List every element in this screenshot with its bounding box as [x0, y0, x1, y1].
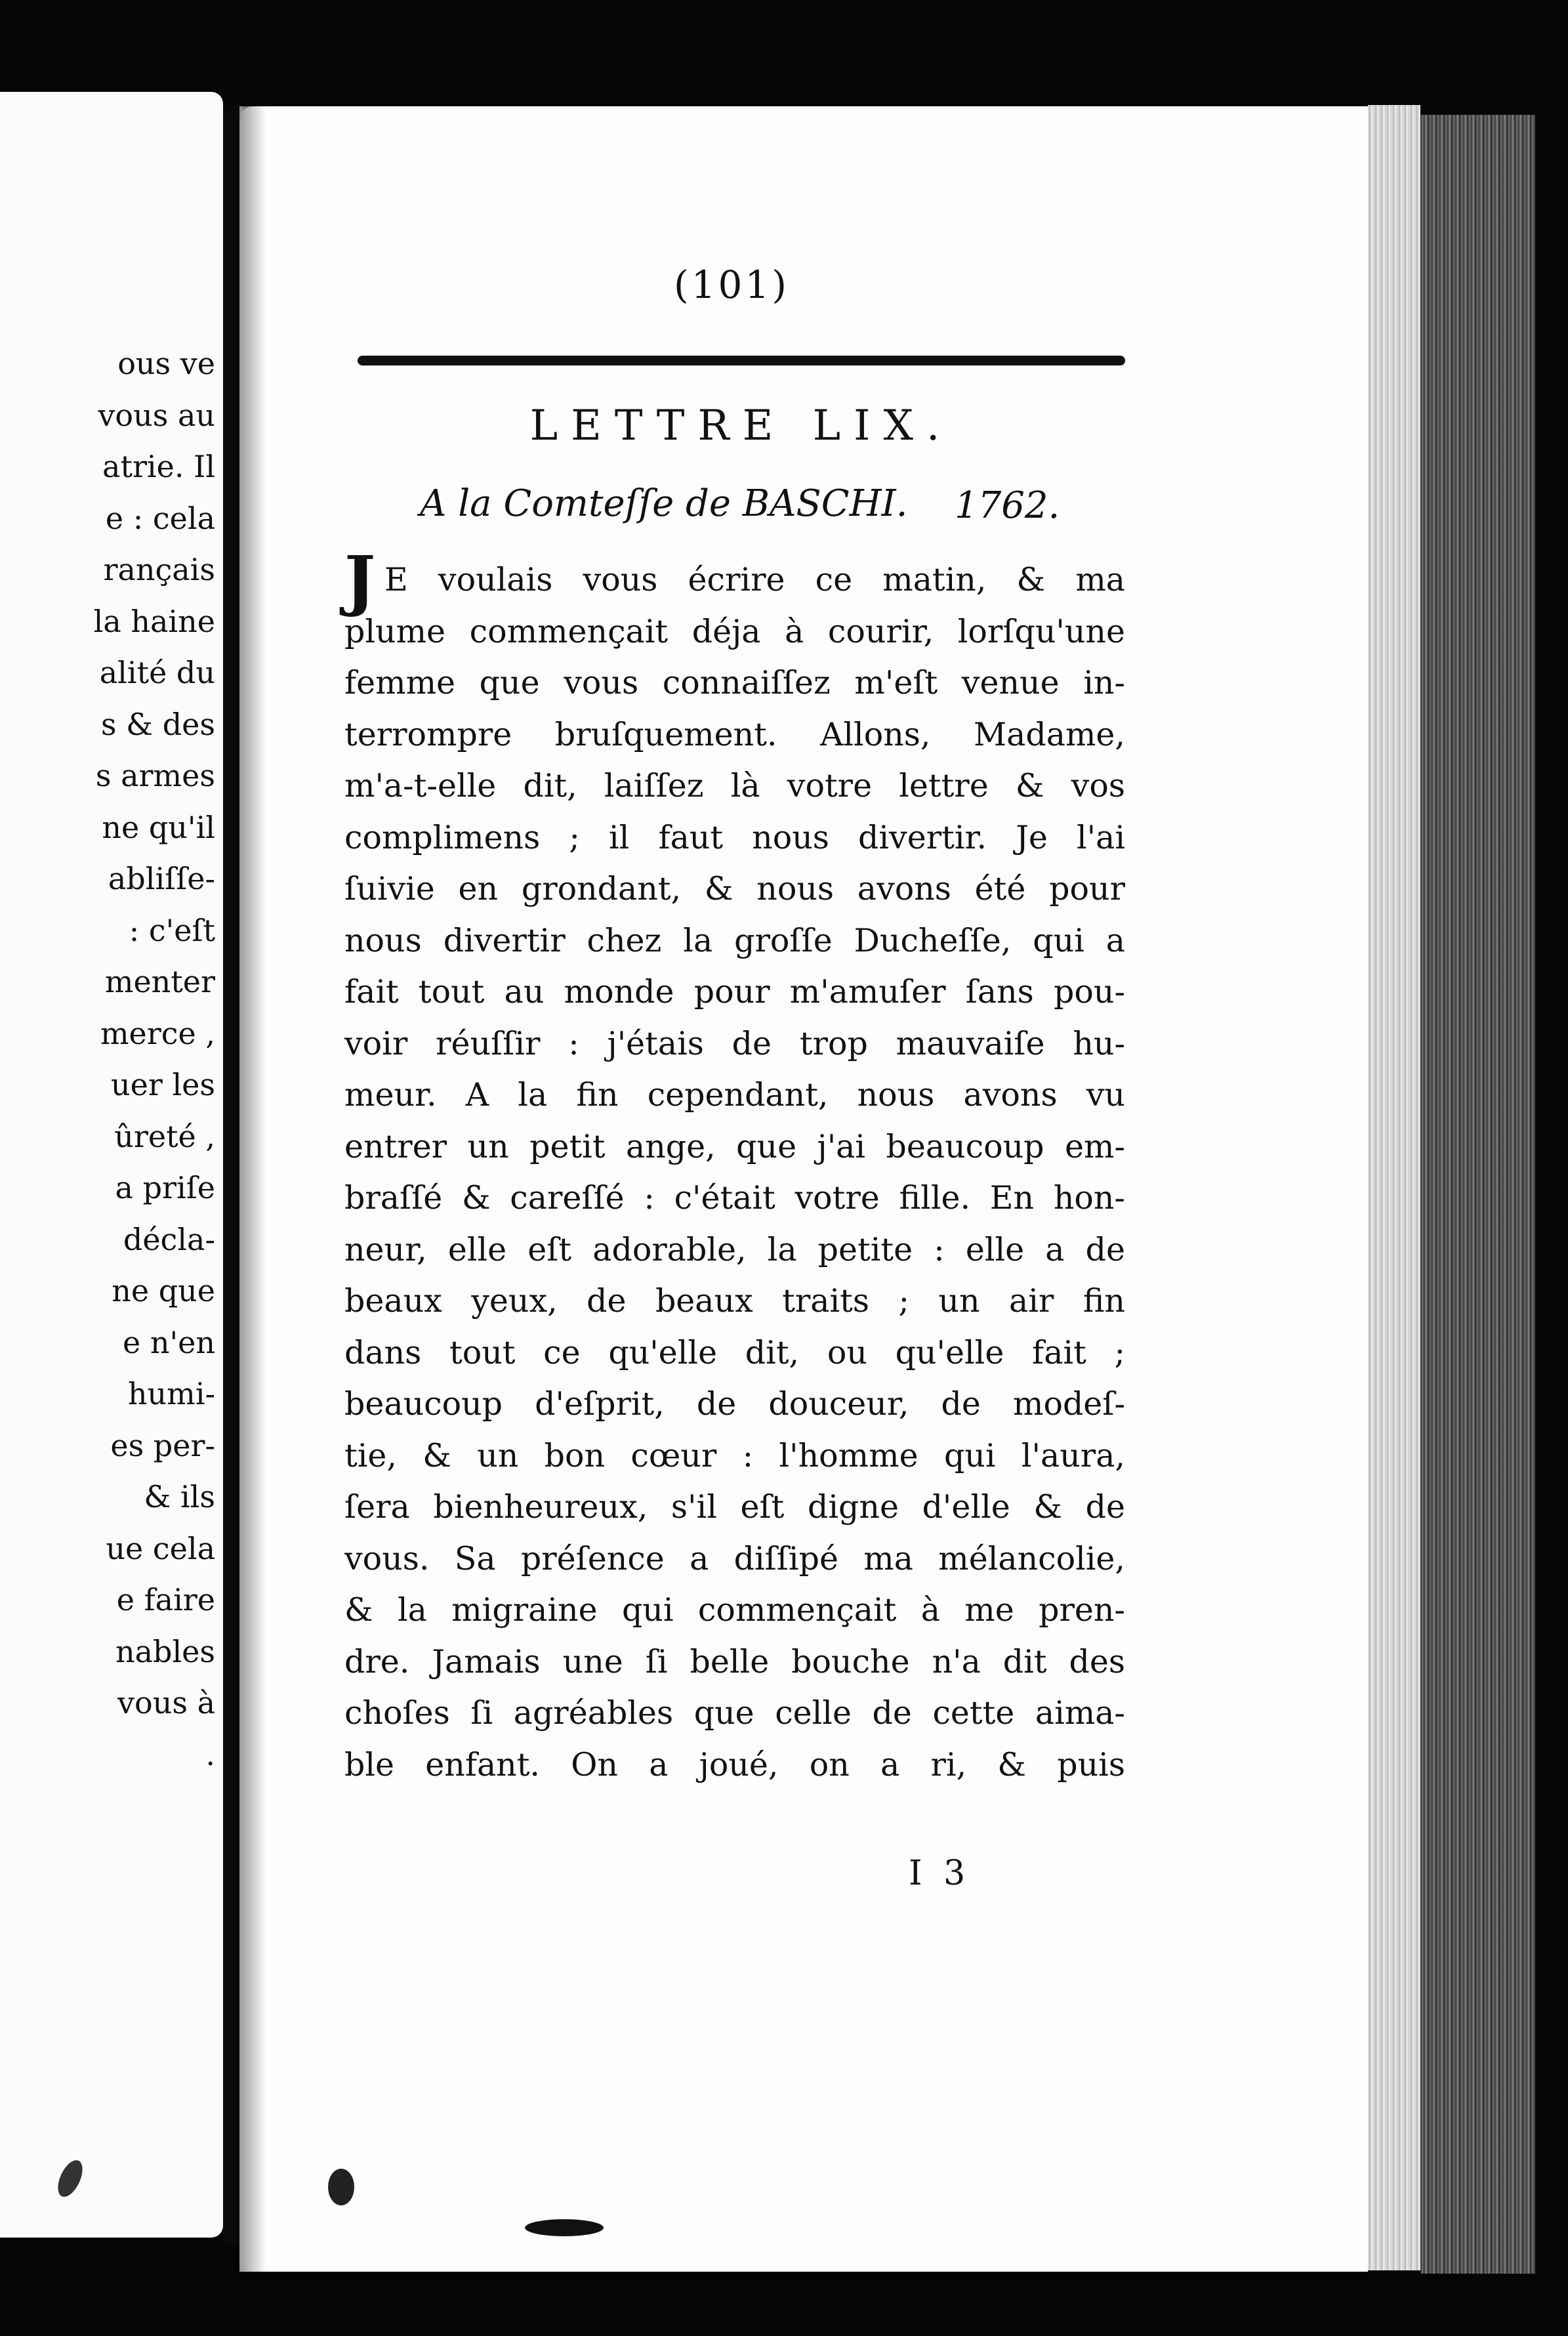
left-page-line: humi- [127, 1376, 215, 1411]
header-rule [358, 356, 1125, 365]
page-shadow [239, 106, 266, 2272]
left-page-line: abliſſe- [108, 861, 215, 896]
left-page-line: nables [115, 1633, 215, 1669]
ink-blot [53, 2156, 88, 2200]
body-line: plume commençait déja à courir, lorſqu'une [344, 612, 1125, 650]
left-page-line: ne que [112, 1273, 215, 1308]
body-line: nous divertir chez la groſſe Ducheſſe, qui a [344, 921, 1125, 959]
body-line: beaux yeux, de beaux traits ; un air fin [344, 1282, 1125, 1320]
body-line: & la migraine qui commençait à me pren- [344, 1591, 1125, 1629]
left-page-line: rançais [103, 552, 215, 587]
left-page-line: vous au [98, 397, 215, 433]
letter-heading: LETTRE LIX. [529, 402, 953, 450]
left-page-line: ue cela [106, 1530, 215, 1566]
left-page-line: s armes [95, 758, 215, 793]
drop-cap: J [344, 541, 376, 619]
body-line: terrompre bruſquement. Allons, Madame, [344, 715, 1125, 753]
letter-body [344, 541, 1125, 1791]
left-page-line: s & des [100, 706, 215, 742]
left-page-line: ous ve [117, 346, 215, 381]
body-line: dans tout ce qu'elle dit, ou qu'elle fait ; [344, 1333, 1125, 1371]
body-line: fait tout au monde pour m'amuſer ſans pou- [344, 973, 1125, 1011]
left-page-line: atrie. Il [102, 449, 215, 484]
body-line: voir réuſſir : j'étais de trop mauvaiſe hu- [344, 1024, 1125, 1062]
body-line: femme que vous connaiſſez m'eſt venue in- [344, 664, 1125, 701]
body-line: E voulais vous écrire ce matin, & ma [384, 561, 1125, 598]
left-page-line: . [205, 1736, 215, 1772]
left-page-line: e : cela [105, 500, 215, 536]
left-page-line: vous à [117, 1685, 215, 1721]
signature-mark: I 3 [909, 1854, 971, 1893]
body-line: tie, & un bon cœur : l'homme qui l'aura, [344, 1436, 1125, 1474]
book-fore-edge-dark [1420, 115, 1535, 2274]
left-page-line: la haine [93, 603, 215, 639]
body-line: complimens ; il faut nous divertir. Je l'ai [344, 818, 1125, 856]
body-line: ſera bienheureux, s'il eſt digne d'elle & de [344, 1488, 1125, 1526]
body-line: braſſé & careſſé : c'était votre fille. En hon- [344, 1179, 1125, 1217]
left-page-line: merce , [100, 1015, 215, 1051]
left-page-line: alité du [99, 655, 215, 690]
letter-addressee: A la Comteſſe de BASCHI. [420, 482, 908, 525]
book-gutter [223, 105, 239, 2244]
body-line: neur, elle eſt adorable, la petite : elle a de [344, 1230, 1125, 1268]
ink-blot [525, 2219, 604, 2236]
body-line: beaucoup d'eſprit, de douceur, de modeſ- [344, 1385, 1125, 1423]
letter-year: 1762. [955, 484, 1060, 527]
left-page-line: : c'eſt [129, 912, 215, 948]
left-page-text [0, 338, 215, 1780]
body-line: m'a-t-elle dit, laiſſez là votre lettre & vos [344, 767, 1125, 804]
left-page-line: e n'en [123, 1324, 215, 1360]
page-fore-edge [1368, 105, 1420, 2270]
body-line: vous. Sa préſence a diſſipé ma mélancolie, [344, 1539, 1125, 1577]
left-page-line: décla- [123, 1221, 215, 1257]
body-line: entrer un petit ange, que j'ai beaucoup em- [344, 1127, 1125, 1165]
left-page-line: menter [104, 964, 215, 999]
left-page-line: ne qu'il [102, 809, 215, 845]
body-line: dre. Jamais une ſi belle bouche n'a dit des [344, 1642, 1125, 1680]
left-page-line: e faire [116, 1582, 215, 1617]
body-line: choſes ſi agréables que celle de cette aima- [344, 1694, 1125, 1732]
left-page-line: es per- [110, 1427, 215, 1463]
body-line: ble enfant. On a joué, on a ri, & puis [344, 1745, 1125, 1783]
left-page [0, 92, 223, 2238]
ink-blot [328, 2169, 354, 2205]
body-line: meur. A la fin cependant, nous avons vu [344, 1076, 1125, 1114]
left-page-line: uer les [110, 1067, 215, 1102]
page-number: (101) [674, 262, 789, 307]
left-page-line: ûreté , [114, 1118, 215, 1154]
left-page-line: a priſe [115, 1170, 215, 1205]
left-page-line: & ils [144, 1479, 215, 1514]
body-line: ſuivie en grondant, & nous avons été pour [344, 870, 1125, 907]
